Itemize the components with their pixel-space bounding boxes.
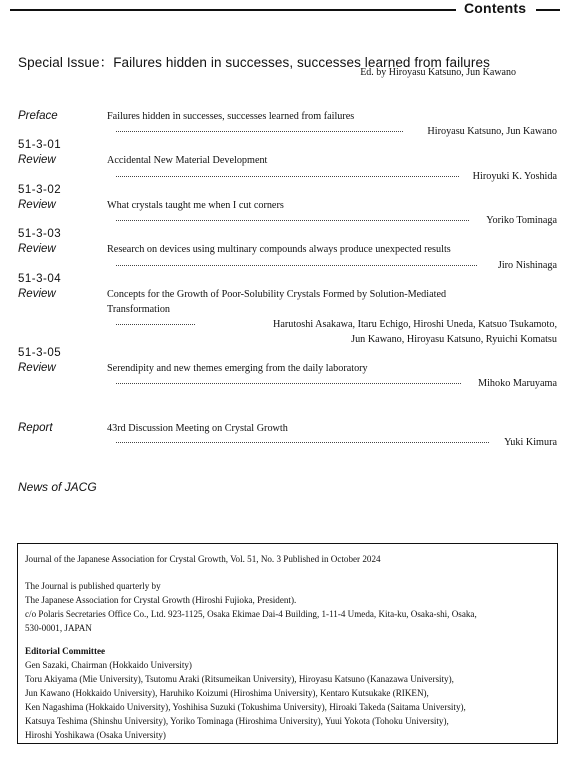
news-label[interactable]: News of JACG (18, 480, 97, 494)
publisher-line2: The Japanese Association for Crystal Growth (Hiroshi Fujioka, President). (25, 595, 297, 605)
review2-code: 51-3-02 (18, 184, 62, 196)
review2-authors: Yoriko Tominaga (482, 213, 557, 228)
report-title[interactable]: 43rd Discussion Meeting on Crystal Growth (107, 423, 288, 434)
review5-authors: Mihoko Maruyama (474, 376, 557, 391)
review4-code: 51-3-04 (18, 273, 62, 285)
review1-label: Review (18, 154, 56, 166)
report-leader (116, 442, 489, 443)
review4-title-line2: Transformation (107, 304, 171, 315)
address-line2: 530-0001, JAPAN (25, 623, 92, 633)
header-rule-right (536, 9, 560, 11)
review3-title[interactable]: Research on devices using multinary compounds always produce unexpected results (107, 244, 451, 255)
journal-info-line: Journal of the Japanese Association for Crystal Growth, Vol. 51, No. 3 Published in October 2024 (25, 554, 381, 564)
review1-leader (116, 176, 459, 177)
review5-label: Review (18, 362, 56, 374)
review1-title[interactable]: Accidental New Material Development (107, 155, 268, 166)
review1-code: 51-3-01 (18, 139, 62, 151)
publisher-line1: The Journal is published quarterly by (25, 581, 161, 591)
preface-label: Preface (18, 110, 58, 122)
review4-title[interactable] (107, 287, 527, 317)
review4-title-line1: Concepts for the Growth of Poor-Solubility Crystals Formed by Solution-Mediated (107, 289, 447, 300)
review5-title[interactable]: Serendipity and new themes emerging from the daily laboratory (107, 363, 368, 374)
committee-line3: Jun Kawano (Hokkaido University), Haruhiko Koizumi (Hiroshima University), Kentaro Kutsukake (RIKEN), (25, 688, 429, 698)
review3-code: 51-3-03 (18, 228, 62, 240)
review3-leader (116, 265, 477, 266)
preface-authors: Hiroyasu Katsuno, Jun Kawano (423, 124, 557, 139)
review2-label: Review (18, 199, 56, 211)
report-authors: Yuki Kimura (500, 435, 557, 450)
review5-code: 51-3-05 (18, 347, 62, 359)
committee-heading: Editorial Committee (25, 646, 106, 656)
report-label: Report (18, 422, 53, 434)
review2-leader (116, 220, 469, 221)
committee-line5: Katsuya Teshima (Shinshu University), Yoriko Tominaga (Hiroshima University), Yuui Yokota (Tohoku University), (25, 716, 449, 726)
special-issue-title: Special Issue：Failures hidden in successes, successes learned from failures (18, 55, 490, 70)
issue-editors: Ed. by Hiroyasu Katsuno, Jun Kawano (360, 67, 516, 78)
review1-authors: Hiroyuki K. Yoshida (469, 169, 557, 184)
page-title: Contents (464, 0, 527, 16)
preface-title[interactable]: Failures hidden in successes, successes learned from failures (107, 111, 355, 122)
review5-leader (116, 383, 461, 384)
address-line1: c/o Polaris Secretaries Office Co., Ltd. 923-1125, Osaka Ekimae Dai-4 Building, 1-11-4 Umeda, Kita-ku, Osaka-shi, Osaka, (25, 609, 477, 619)
preface-leader (116, 131, 403, 132)
review2-title[interactable]: What crystals taught me when I cut corners (107, 200, 284, 211)
review4-label: Review (18, 288, 56, 300)
review3-authors: Jiro Nishinaga (494, 258, 557, 273)
committee-line2: Toru Akiyama (Mie University), Tsutomu Araki (Ritsumeikan University), Hiroyasu Katsuno (Kanazawa University), (25, 674, 454, 684)
review4-authors (269, 317, 557, 347)
header-rule-left (10, 9, 456, 11)
review3-label: Review (18, 243, 56, 255)
journal-info-box (17, 543, 558, 744)
review4-authors-line1: Harutoshi Asakawa, Itaru Echigo, Hiroshi Uneda, Katsuo Tsukamoto, (272, 319, 557, 330)
committee-line1: Gen Sazaki, Chairman (Hokkaido University) (25, 660, 192, 670)
review4-authors-line2: Jun Kawano, Hiroyasu Katsuno, Ryuichi Komatsu (351, 334, 557, 345)
review4-leader (116, 324, 195, 325)
committee-line6: Hiroshi Yoshikawa (Osaka University) (25, 730, 166, 740)
committee-line4: Ken Nagashima (Hokkaido University), Yoshihisa Suzuki (Tokushima University), Hiroaki Takeda (Saitama University), (25, 702, 466, 712)
